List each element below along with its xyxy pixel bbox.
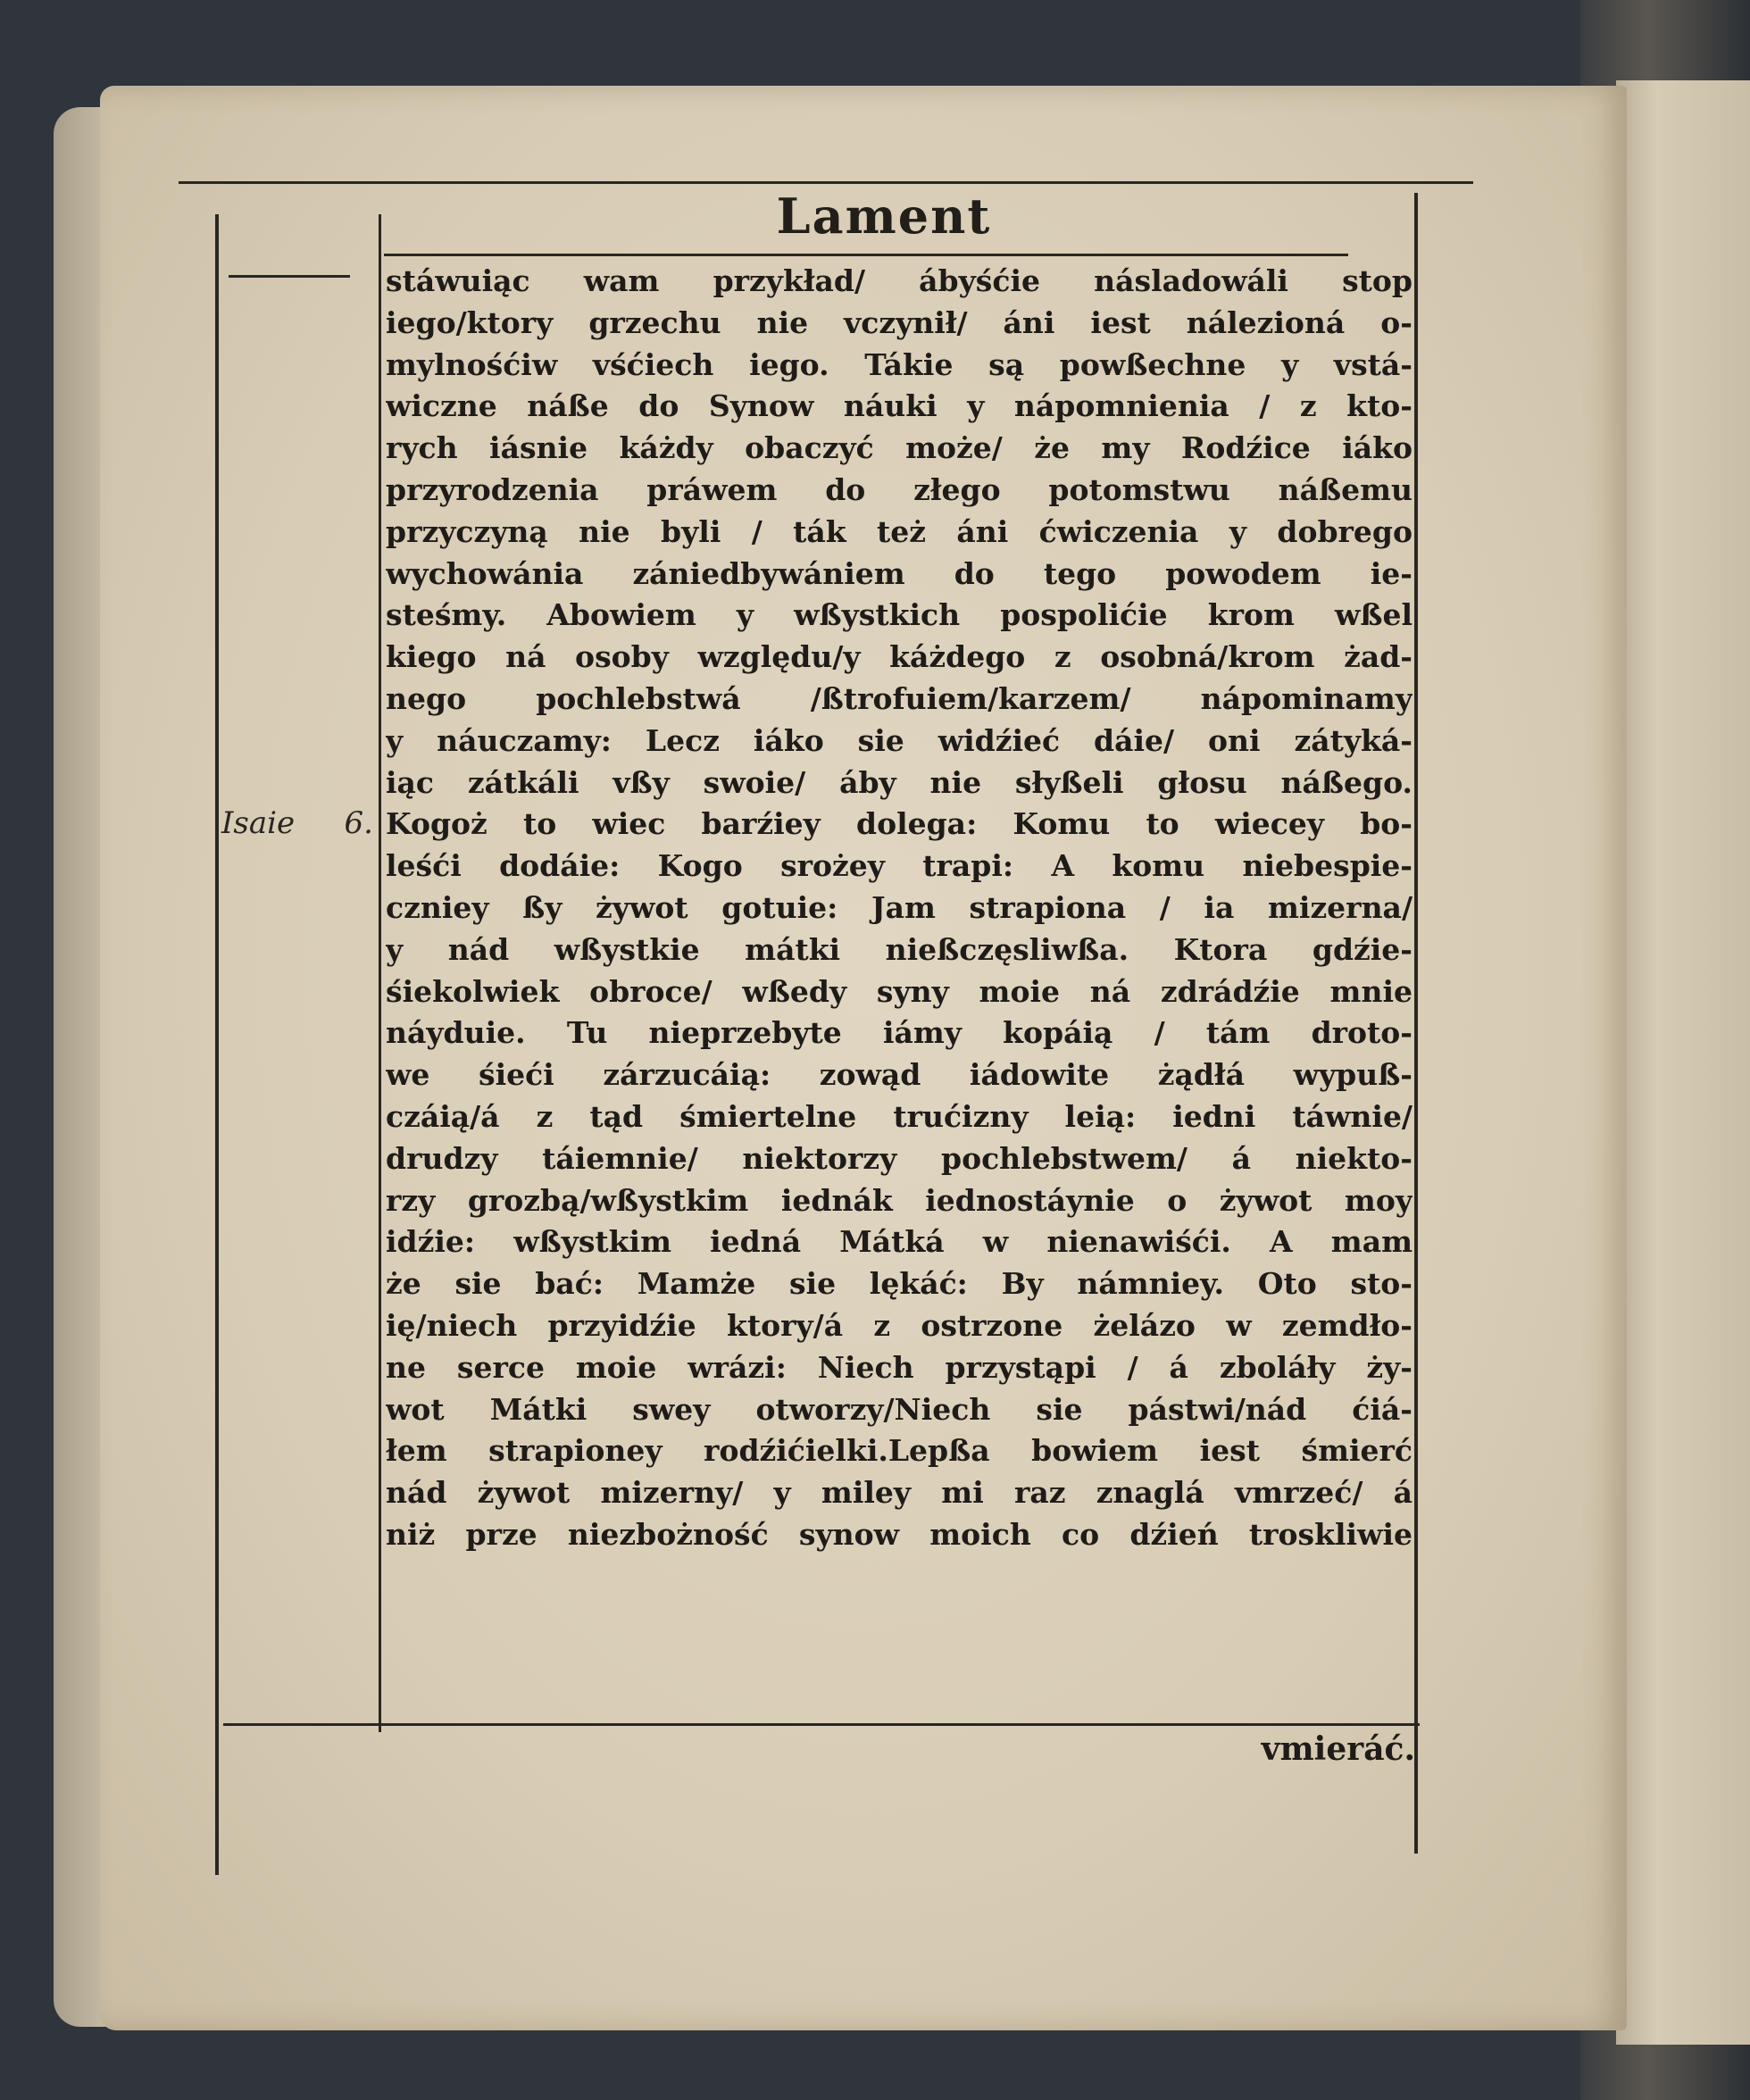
margin-note [221, 805, 373, 841]
text-line: że sie bać: Mamże sie lękáć: By námniey. Oto sto- [386, 1266, 1412, 1302]
inner-column-line [379, 214, 381, 1732]
text-line: nád żywot mizerny/ y miley mi raz znaglá vmrzeć/ á [386, 1475, 1412, 1511]
margin-note-chapter: 6. [344, 805, 373, 841]
text-line: niż prze niezbożność synow moich co dźień troskliwie [386, 1516, 1412, 1552]
text-line: náyduie. Tu nieprzebyte iámy kopáią / tám droto- [386, 1015, 1412, 1051]
text-line: przyrodzenia práwem do złego potomstwu náßemu [386, 471, 1412, 507]
text-line: iąc zátkáli vßy swoie/ áby nie słyßeli głosu náßego. [386, 764, 1412, 800]
text-line: y nád wßystkie mátki nießczęsliwßa. Ktora gdźie- [386, 931, 1412, 967]
body-text [386, 261, 1412, 1556]
header-rule [179, 181, 1473, 184]
text-line: rych iásnie káżdy obaczyć może/ że my Rodźice iáko [386, 430, 1412, 466]
running-head: Lament [776, 188, 992, 245]
outer-left-column-line [215, 214, 219, 1875]
text-line: iego/ktory grzechu nie vczynił/ áni iest nálezioná o- [386, 304, 1412, 340]
text-line: kiego ná osoby względu/y káżdego z osobná/krom żad- [386, 639, 1412, 675]
header-underline [384, 254, 1348, 256]
text-line: czniey ßy żywot gotuie: Jam strapiona / ia mizerna/ [386, 889, 1412, 925]
text-line: wot Mátki swey otworzy/Niech sie pástwi/nád ćiá- [386, 1391, 1412, 1427]
text-line: wychowánia zániedbywániem do tego powodem ie- [386, 555, 1412, 591]
text-line: mylnośćiw vśćiech iego. Tákie są powßechne y vstá- [386, 346, 1412, 382]
text-line: Kogoż to wiec barźiey dolega: Komu to wiecey bo- [386, 806, 1412, 842]
text-line: ię/niech przyidźie ktory/á z ostrzone żelázo w zemdło- [386, 1307, 1412, 1343]
text-line: we śieći zárzucáią: zowąd iádowite żądłá wypuß- [386, 1057, 1412, 1093]
text-line: idźie: wßystkim iedná Mátká w nienawiśći. A mam [386, 1224, 1412, 1260]
text-line: przyczyną nie byli / ták też áni ćwiczenia y dobrego [386, 513, 1412, 549]
text-line: wiczne náße do Synow náuki y nápomnienia / z kto- [386, 388, 1412, 424]
text-line: leśći dodáie: Kogo srożey trapi: A komu niebespie- [386, 848, 1412, 884]
catchword: vmieráć. [1261, 1730, 1415, 1768]
text-line: nego pochlebstwá /ßtrofuiem/karzem/ nápominamy [386, 680, 1412, 716]
text-line: łem strapioney rodźićielki.Lepßa bowiem iest śmierć [386, 1433, 1412, 1469]
margin-dash [229, 275, 350, 278]
text-line: śiekolwiek obroce/ wßedy syny moie ná zdrádźie mnie [386, 973, 1412, 1009]
facing-page-edge [1616, 80, 1750, 2045]
text-line: drudzy táiemnie/ niektorzy pochlebstwem/ á niekto- [386, 1140, 1412, 1176]
text-line: czáią/á z tąd śmiertelne trućizny leią: iedni táwnie/ [386, 1098, 1412, 1134]
text-line: steśmy. Abowiem y wßystkich pospolićie krom wßel [386, 597, 1412, 633]
text-line: y náuczamy: Lecz iáko sie widźieć dáie/ oni zátyká- [386, 722, 1412, 758]
margin-note-book: Isaie [221, 805, 296, 841]
right-column-line [1414, 193, 1418, 1854]
text-line: ne serce moie wrázi: Niech przystąpi / á zboláły ży- [386, 1349, 1412, 1385]
footer-rule [223, 1723, 1420, 1726]
text-line: stáwuiąc wam przykład/ ábyśćie násladowáli stop [386, 263, 1412, 298]
text-line: rzy grozbą/wßystkim iednák iednostáynie o żywot moy [386, 1182, 1412, 1218]
